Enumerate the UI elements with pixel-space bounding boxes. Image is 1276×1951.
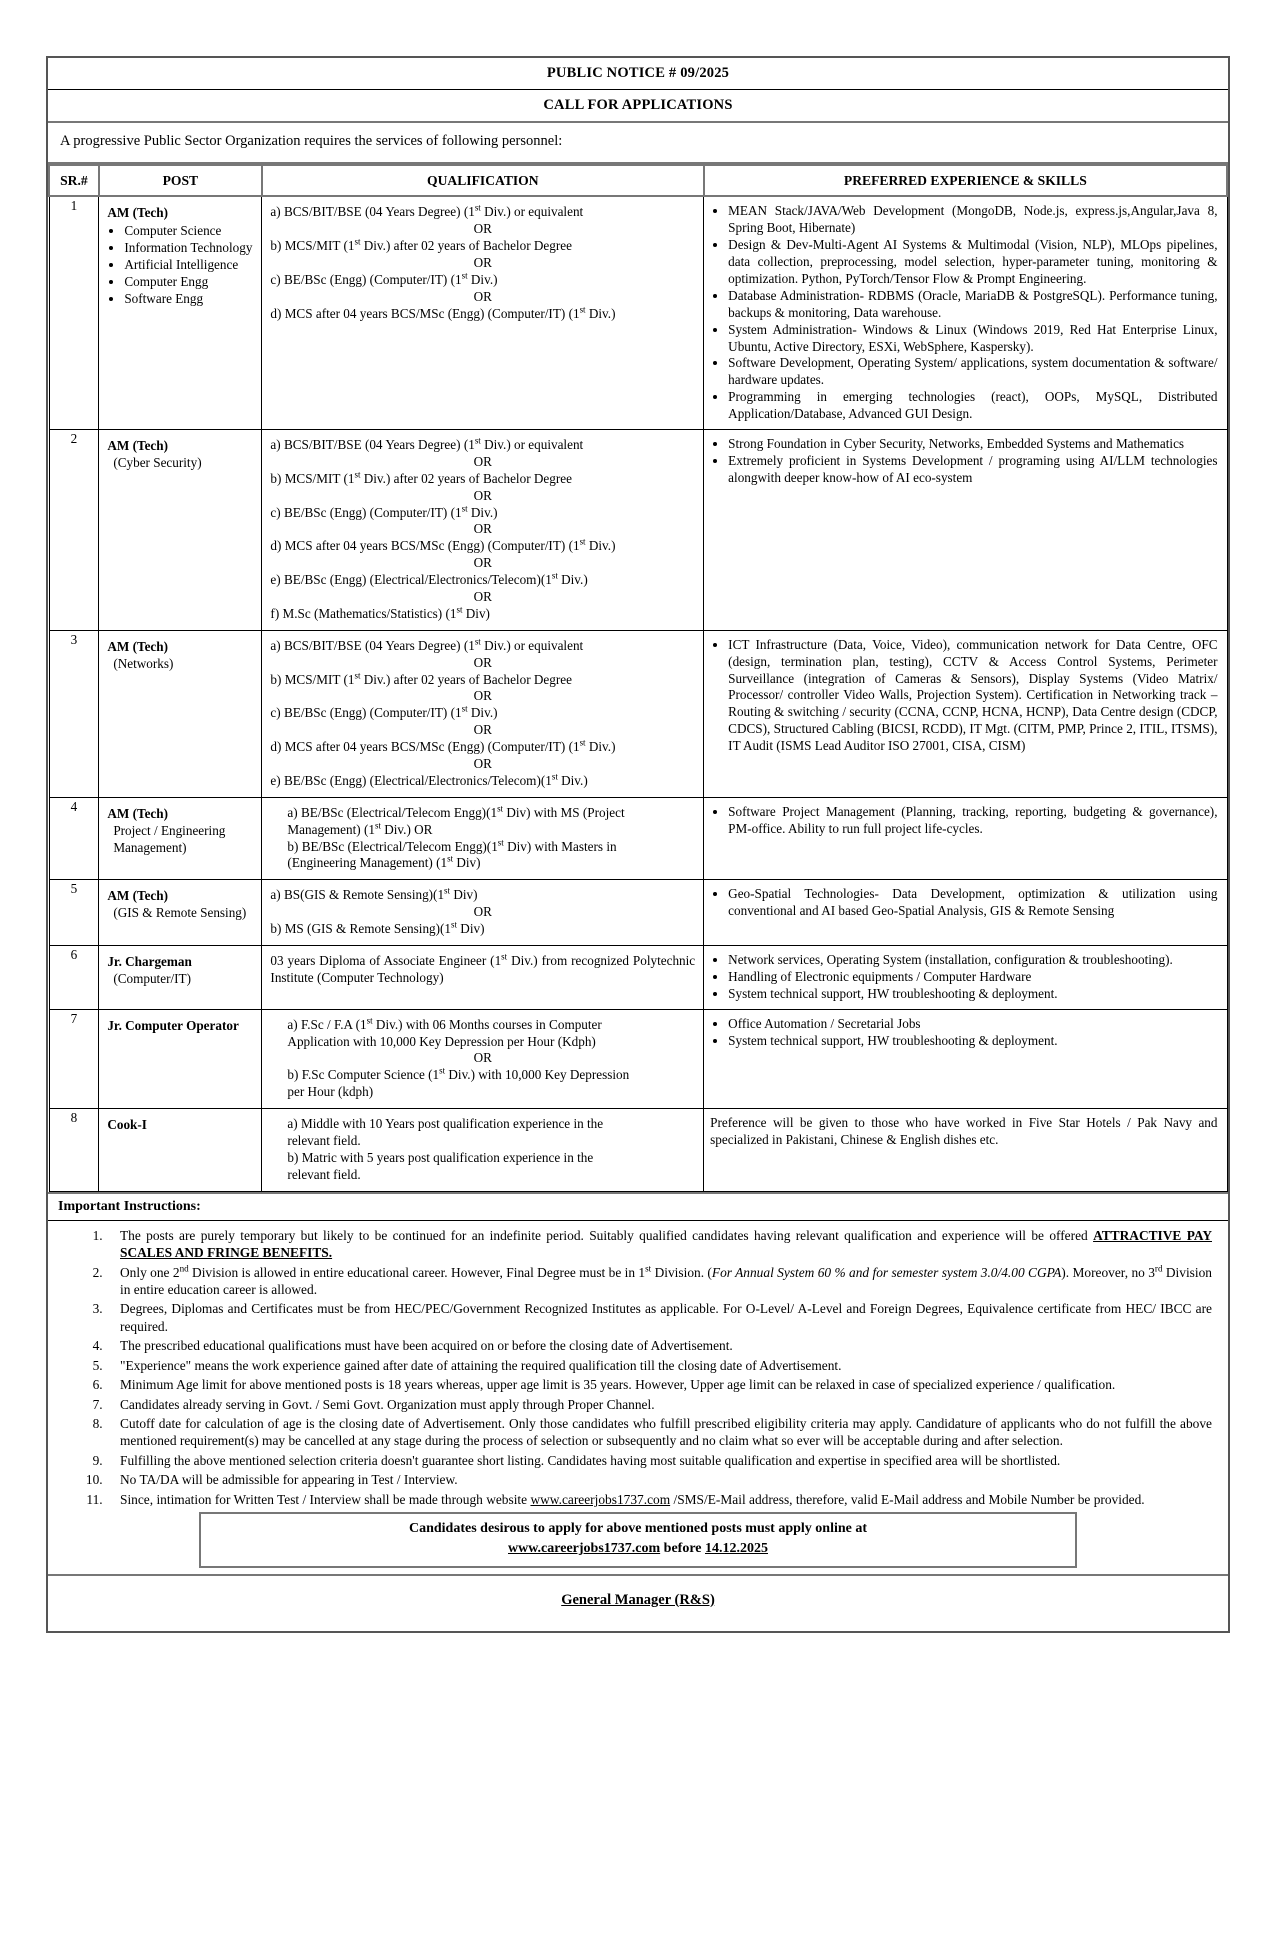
post-title: Jr. Chargeman (107, 954, 192, 970)
instruction-item: 9. Fulfilling the above mentioned selection criteria doesn't guarantee short listing. Candidates having most suitable qualification and expertise in specified area will be shortlisted. (106, 1452, 1212, 1469)
qualification-option: Management) (1st Div.) OR (287, 820, 433, 837)
qualification-or: OR (473, 756, 492, 771)
intro-text: A progressive Public Sector Organization requires the services of following personnel: (48, 123, 1228, 164)
list-item: • Handling of Electronic equipments / Computer Hardware (728, 969, 1217, 986)
instruction-item: 8. Cutoff date for calculation of age is the closing date of Advertisement. Only those candidates who fulfill prescribed eligibility criteria may apply. Candidature of applicants who do not fulfill the above mentioned requirement(s) may be cancelled at any stage during the process of selection or subsequently and no claim what so ever will be acceptable during and after selection. (106, 1415, 1212, 1450)
qualification-option: a) BCS/BIT/BSE (04 Years Degree) (1st Div.) or equivalent (270, 435, 584, 452)
experience-list (710, 804, 1217, 838)
posts-table-body (49, 196, 1227, 1191)
apply-online-box (199, 1512, 1077, 1568)
qualification-option: b) MCS/MIT (1st Div.) after 02 years of Bachelor Degree (270, 236, 572, 254)
qualification-or: OR (473, 453, 492, 469)
cell-qualification (262, 630, 704, 797)
notice-sheet (46, 56, 1230, 1633)
apply-line-2 (205, 1539, 1071, 1559)
cell-serial: 6 (49, 946, 99, 1010)
experience-list (710, 1016, 1217, 1050)
post-subtitle: (Computer/IT) (113, 970, 191, 986)
cell-qualification (262, 880, 704, 946)
list-item: • System Administration- Windows & Linux (Windows 2019, Red Hat Enterprise Linux, Ubuntu, Active Directory, ESXi, WebSphere, Kaspersky). (728, 322, 1217, 356)
call-for-applications-title: CALL FOR APPLICATIONS (48, 90, 1228, 123)
table-row (49, 630, 1227, 797)
instruction-item: 2. Only one 2nd Division is allowed in entire educational career. However, Final Degree must be in 1st Division. (For Annual System 60 % and for semester system 3.0/4.00 CGPA). Moreover, no 3rd Division in entire education career is allowed. (106, 1264, 1212, 1299)
post-title: AM (Tech) (107, 205, 169, 221)
signature-block (48, 1574, 1228, 1631)
qualification-option: d) MCS after 04 years BCS/MSc (Engg) (Computer/IT) (1st Div.) (270, 737, 616, 755)
signature-title: General Manager (R&S) (561, 1591, 715, 1608)
qualification-option: relevant field. (287, 1133, 361, 1149)
instruction-italic-note: For Annual System 60 % and for semester system 3.0/4.00 CGPA (711, 1264, 1062, 1280)
table-row (49, 196, 1227, 429)
table-row (49, 429, 1227, 630)
qualification-or: OR (473, 654, 492, 670)
qualification-or: OR (473, 521, 492, 537)
qualification-text: 03 years Diploma of Associate Engineer (1st Div.) from recognized Polytechnic Institute (Computer Technology) (270, 951, 696, 985)
list-item: • Network services, Operating System (installation, configuration & troubleshooting). (728, 952, 1217, 969)
qualification-or: OR (473, 288, 492, 304)
posts-table (48, 164, 1228, 1192)
experience-text: Preference will be given to those who have worked in Five Star Hotels / Pak Navy and specialized in Pakistani, Chinese & English dishes etc. (710, 1115, 1218, 1148)
instruction-item: 7. Candidates already serving in Govt. / Semi Govt. Organization must apply through Proper Channel. (106, 1396, 1212, 1413)
qualification-option: b) Matric with 5 years post qualification experience in the (287, 1149, 594, 1165)
qualification-option: e) BE/BSc (Engg) (Electrical/Electronics/Telecom)(1st Div.) (270, 570, 588, 588)
qualification-option: b) MCS/MIT (1st Div.) after 02 years of Bachelor Degree (270, 469, 572, 486)
instruction-emphasis: ATTRACTIVE PAY SCALES AND FRINGE BENEFITS. (120, 1227, 1212, 1261)
qualification-or: OR (473, 255, 492, 271)
qualification-option: per Hour (kdph) (287, 1084, 374, 1100)
post-title: Jr. Computer Operator (107, 1017, 239, 1033)
experience-list (710, 637, 1217, 755)
list-item: • Computer Engg (124, 274, 255, 291)
list-item: • Extremely proficient in Systems Development / programing using AI/LLM technologies alongwith deeper know-how of AI eco-system (728, 453, 1217, 487)
qualification-option: d) MCS after 04 years BCS/MSc (Engg) (Computer/IT) (1st Div.) (270, 304, 616, 321)
post-subtitle: (Networks) (113, 655, 174, 671)
qualification-or: OR (473, 555, 492, 571)
apply-website-link[interactable]: www.careerjobs1737.com (508, 1541, 661, 1557)
col-header-qualification: QUALIFICATION (262, 165, 704, 196)
post-title: AM (Tech) (107, 638, 169, 654)
col-header-sr: SR.# (49, 165, 99, 196)
list-item: • Artificial Intelligence (124, 257, 255, 274)
cell-post (99, 429, 262, 630)
col-header-post: POST (99, 165, 262, 196)
qualification-option: b) MCS/MIT (1st Div.) after 02 years of Bachelor Degree (270, 670, 572, 687)
table-row (49, 797, 1227, 880)
qualification-or: OR (473, 221, 492, 237)
list-item: • ICT Infrastructure (Data, Voice, Video), communication network for Data Centre, OFC (design, termination plan, testing), CCTV & Access Control Systems, Perimeter Surveillance (integration of Cameras & Sensors), Display Systems (Video Matrix/ Processor/ controller Video Walls, Projection System). Certification in Networking track – Routing & switching / security (CCNA, CCNP, HCNA, HCNP), Data Centre design (CDCP, CDCS), Structured Cabling (BICSI, RCDD), IT Mgt. (CITM, PMP, Prince 2, ITIL, ITSMS), IT Audit (ISMS Lead Auditor ISO 27001, CISA, CISM) (728, 637, 1217, 755)
instructions-list (48, 1227, 1228, 1508)
post-discipline-list (107, 223, 255, 307)
apply-line-1: Candidates desirous to apply for above mentioned posts must apply online at (408, 1521, 868, 1537)
apply-before-word: before (663, 1541, 702, 1557)
qualification-option: f) M.Sc (Mathematics/Statistics) (1st Div) (270, 604, 490, 621)
cell-qualification (262, 946, 704, 1010)
instruction-item: 1. The posts are purely temporary but likely to be continued for an indefinite period. Suitably qualified candidates having relevant qualification and experience will be offered ATTRACTIVE PAY SCALES AND FRINGE BENEFITS. (106, 1227, 1212, 1262)
list-item: • Database Administration- RDBMS (Oracle, MariaDB & PostgreSQL). Performance tuning, backups & monitoring, Data warehouse. (728, 288, 1217, 322)
cell-post (99, 946, 262, 1010)
cell-post (99, 797, 262, 880)
list-item: • Strong Foundation in Cyber Security, Networks, Embedded Systems and Mathematics (728, 436, 1217, 453)
qualification-option: a) BS(GIS & Remote Sensing)(1st Div) (270, 885, 478, 903)
list-item: • Geo-Spatial Technologies- Data Development, optimization & utilization using conventional and AI based Geo-Spatial Analysis, GIS & Remote Sensing (728, 886, 1217, 920)
post-title: AM (Tech) (107, 437, 169, 453)
qualification-option: (Engineering Management) (1st Div) (287, 854, 481, 871)
qualification-option: b) BE/BSc (Electrical/Telecom Engg)(1st Div) with Masters in (287, 837, 617, 854)
list-item: • Information Technology (124, 240, 255, 257)
cell-experience (704, 429, 1227, 630)
list-item: • MEAN Stack/JAVA/Web Development (MongoDB, Node.js, express.js,Angular,Java 8, Spring Boot, Hibernate) (728, 203, 1217, 237)
cell-serial: 4 (49, 797, 99, 880)
website-link[interactable]: www.careerjobs1737.com (530, 1491, 671, 1507)
qualification-option: a) BCS/BIT/BSE (04 Years Degree) (1st Div.) or equivalent (270, 636, 584, 653)
apply-deadline-date: 14.12.2025 (705, 1541, 768, 1557)
list-item: • Software Development, Operating System/ applications, system documentation & software/ hardware updates. (728, 355, 1217, 389)
post-title: AM (Tech) (107, 805, 169, 821)
experience-list (710, 436, 1217, 487)
list-item: • System technical support, HW troubleshooting & deployment. (728, 1033, 1217, 1050)
qualification-option: d) MCS after 04 years BCS/MSc (Engg) (Computer/IT) (1st Div.) (270, 536, 616, 554)
qualification-option: a) BCS/BIT/BSE (04 Years Degree) (1st Div.) or equivalent (270, 203, 584, 220)
list-item: • Office Automation / Secretarial Jobs (728, 1016, 1217, 1033)
table-row (49, 1009, 1227, 1108)
cell-post (99, 1009, 262, 1108)
qualification-option: a) BE/BSc (Electrical/Telecom Engg)(1st Div) with MS (Project (287, 803, 625, 820)
col-header-experience: PREFERRED EXPERIENCE & SKILLS (704, 165, 1227, 196)
post-subtitle: (Cyber Security) (113, 454, 202, 470)
experience-list (710, 952, 1217, 1003)
qualification-option: c) BE/BSc (Engg) (Computer/IT) (1st Div.) (270, 503, 498, 520)
list-item: • System technical support, HW troubleshooting & deployment. (728, 986, 1217, 1003)
table-row (49, 946, 1227, 1010)
cell-serial: 8 (49, 1109, 99, 1192)
instruction-item: 3. Degrees, Diplomas and Certificates must be from HEC/PEC/Government Recognized Institutes as applicable. For O-Level/ A-Level and Foreign Degrees, Equivalence certificate from HEC/ IBCC are required. (106, 1300, 1212, 1335)
cell-post (99, 630, 262, 797)
instructions-heading: Important Instructions: (48, 1192, 1228, 1221)
qualification-option: a) F.Sc / F.A (1st Div.) with 06 Months courses in Computer (287, 1015, 602, 1032)
instruction-item: 11. Since, intimation for Written Test / Interview shall be made through website www.careerjobs1737.com /SMS/E-Mail address, therefore, valid E-Mail address and Mobile Number be provided. (106, 1491, 1212, 1508)
cell-serial: 3 (49, 630, 99, 797)
cell-experience (704, 1109, 1227, 1192)
cell-qualification (262, 797, 704, 880)
qualification-or: OR (473, 722, 492, 738)
list-item: • Programming in emerging technologies (react), OOPs, MySQL, Distributed Application/Database, Advanced GUI Design. (728, 389, 1217, 423)
qualification-option: relevant field. (287, 1166, 361, 1182)
instruction-item: 5. "Experience" means the work experience gained after date of attaining the required qualification till the closing date of Advertisement. (106, 1357, 1212, 1374)
instruction-item: 6. Minimum Age limit for above mentioned posts is 18 years whereas, upper age limit is 35 years. However, Upper age limit can be relaxed in case of specialized experience / qualification. (106, 1376, 1212, 1393)
qualification-option: c) BE/BSc (Engg) (Computer/IT) (1st Div.) (270, 703, 498, 721)
experience-list (710, 886, 1217, 920)
qualification-option: b) F.Sc Computer Science (1st Div.) with 10,000 Key Depression (287, 1065, 630, 1083)
cell-experience (704, 880, 1227, 946)
cell-experience (704, 946, 1227, 1010)
cell-experience (704, 630, 1227, 797)
post-subtitle: Project / Engineering Management) (113, 822, 226, 855)
list-item: • Software Project Management (Planning, tracking, reporting, budgeting & governance), PM-office. Ability to run full project life-cycles. (728, 804, 1217, 838)
cell-serial: 1 (49, 196, 99, 429)
qualification-or: OR (473, 904, 492, 920)
cell-experience (704, 1009, 1227, 1108)
instruction-item: 4. The prescribed educational qualifications must have been acquired on or before the closing date of Advertisement. (106, 1337, 1212, 1354)
cell-post (99, 880, 262, 946)
post-subtitle: (GIS & Remote Sensing) (113, 905, 247, 921)
qualification-or: OR (473, 588, 492, 604)
list-item: • Computer Science (124, 223, 255, 240)
qualification-or: OR (473, 688, 492, 704)
qualification-option: e) BE/BSc (Engg) (Electrical/Electronics/Telecom)(1st Div.) (270, 771, 588, 788)
cell-post (99, 1109, 262, 1192)
cell-serial: 2 (49, 429, 99, 630)
cell-serial: 7 (49, 1009, 99, 1108)
post-title: AM (Tech) (107, 888, 169, 904)
cell-qualification (262, 1109, 704, 1192)
table-header-row (49, 165, 1227, 196)
qualification-option: a) Middle with 10 Years post qualification experience in the (287, 1116, 604, 1132)
table-row (49, 1109, 1227, 1192)
list-item: • Design & Dev-Multi-Agent AI Systems & Multimodal (Vision, NLP), MLOps pipelines, data collection, preprocessing, model selection, hyper-parameter tuning, monitoring & optimization. Python, PyTorch/Tensor Flow & Prompt Engineering. (728, 237, 1217, 288)
cell-post (99, 196, 262, 429)
instruction-item: 10. No TA/DA will be admissible for appearing in Test / Interview. (106, 1471, 1212, 1488)
qualification-option: b) MS (GIS & Remote Sensing)(1st Div) (270, 919, 485, 937)
qualification-option: Application with 10,000 Key Depression per Hour (Kdph) (287, 1033, 596, 1049)
qualification-or: OR (473, 487, 492, 503)
qualification-option: c) BE/BSc (Engg) (Computer/IT) (1st Div.) (270, 270, 498, 287)
cell-experience (704, 797, 1227, 880)
experience-list (710, 203, 1217, 423)
cell-qualification (262, 429, 704, 630)
cell-qualification (262, 196, 704, 429)
cell-serial: 5 (49, 880, 99, 946)
cell-experience (704, 196, 1227, 429)
table-row (49, 880, 1227, 946)
post-title: Cook-I (107, 1117, 147, 1133)
cell-qualification (262, 1009, 704, 1108)
public-notice-title: PUBLIC NOTICE # 09/2025 (48, 58, 1228, 90)
qualification-or: OR (473, 1050, 492, 1066)
list-item: • Software Engg (124, 291, 255, 308)
